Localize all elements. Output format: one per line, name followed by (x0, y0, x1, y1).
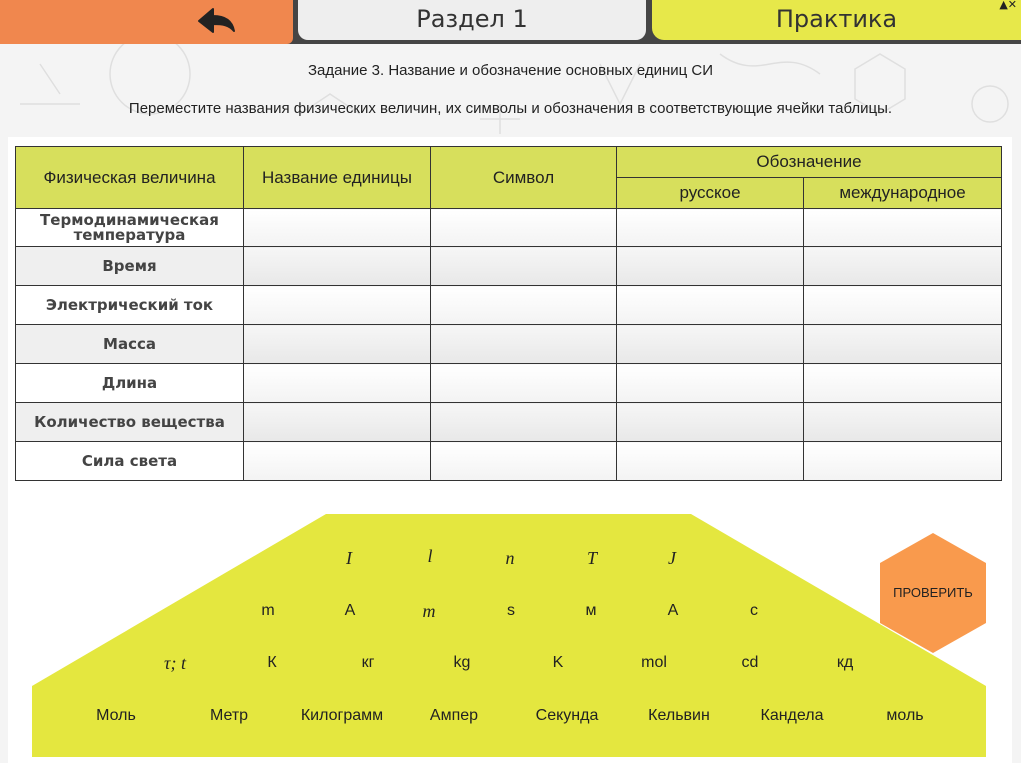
token-symbol[interactable]: J (668, 548, 676, 568)
token-designation[interactable]: м (585, 602, 597, 619)
token-symbol[interactable]: I (346, 548, 352, 568)
token-designation[interactable]: кг (361, 654, 375, 671)
token-designation[interactable]: cd (741, 654, 759, 671)
header-unit-name: Название единицы (244, 147, 431, 209)
token-symbol[interactable]: l (427, 546, 433, 566)
row-label: Время (16, 247, 244, 286)
token-designation[interactable]: А (667, 602, 679, 619)
token-designation[interactable]: К (267, 654, 277, 671)
check-button[interactable] (880, 533, 986, 653)
token-designation[interactable]: с (750, 602, 758, 619)
token-symbol[interactable]: τ; t (164, 653, 186, 673)
token-symbol[interactable]: m (422, 601, 436, 621)
row-label: Масса (16, 325, 244, 364)
token-designation[interactable]: кд (836, 654, 854, 671)
token-unit-name[interactable]: моль (886, 707, 924, 724)
token-unit-name[interactable]: Метр (209, 707, 249, 724)
token-designation[interactable]: kg (453, 654, 471, 671)
header-quantity: Физическая величина (16, 147, 244, 209)
tab-section[interactable]: Раздел 1 (298, 0, 646, 40)
token-symbol[interactable]: n (505, 548, 515, 568)
row-label: Количество вещества (16, 403, 244, 442)
token-designation[interactable]: K (552, 654, 564, 671)
header-symbol: Символ (431, 147, 617, 209)
close-icon[interactable]: ▲✕ (999, 0, 1017, 11)
row-label: Электрический ток (16, 286, 244, 325)
header-designation: Обозначение (617, 147, 1002, 178)
token-designation[interactable]: mol (641, 654, 667, 671)
header-international: международное (804, 178, 1002, 209)
token-unit-name[interactable]: Секунда (535, 707, 599, 724)
token-symbol[interactable]: T (586, 548, 597, 568)
header-russian: русское (617, 178, 804, 209)
token-designation[interactable]: m (261, 602, 275, 619)
token-designation[interactable]: A (344, 602, 356, 619)
token-unit-name[interactable]: Ампер (429, 707, 479, 724)
task-instruction: Переместите названия физических величин, их символы и обозначения в соответствующие ячейки таблицы. (128, 100, 893, 117)
check-button-label: ПРОВЕРИТЬ (893, 585, 973, 600)
token-unit-name[interactable]: Кандела (760, 707, 824, 724)
task-title: Задание 3. Название и обозначение основных единиц СИ (307, 62, 714, 79)
token-unit-name[interactable]: Моль (96, 707, 136, 724)
tab-practice[interactable]: Практика (652, 0, 1021, 40)
token-unit-name[interactable]: Кельвин (648, 707, 710, 724)
token-unit-name[interactable]: Килограмм (300, 707, 384, 724)
row-label: Термодинамическая температура (16, 209, 244, 247)
token-designation[interactable]: s (507, 602, 515, 619)
row-label: Длина (16, 364, 244, 403)
row-label: Сила света (16, 442, 244, 481)
